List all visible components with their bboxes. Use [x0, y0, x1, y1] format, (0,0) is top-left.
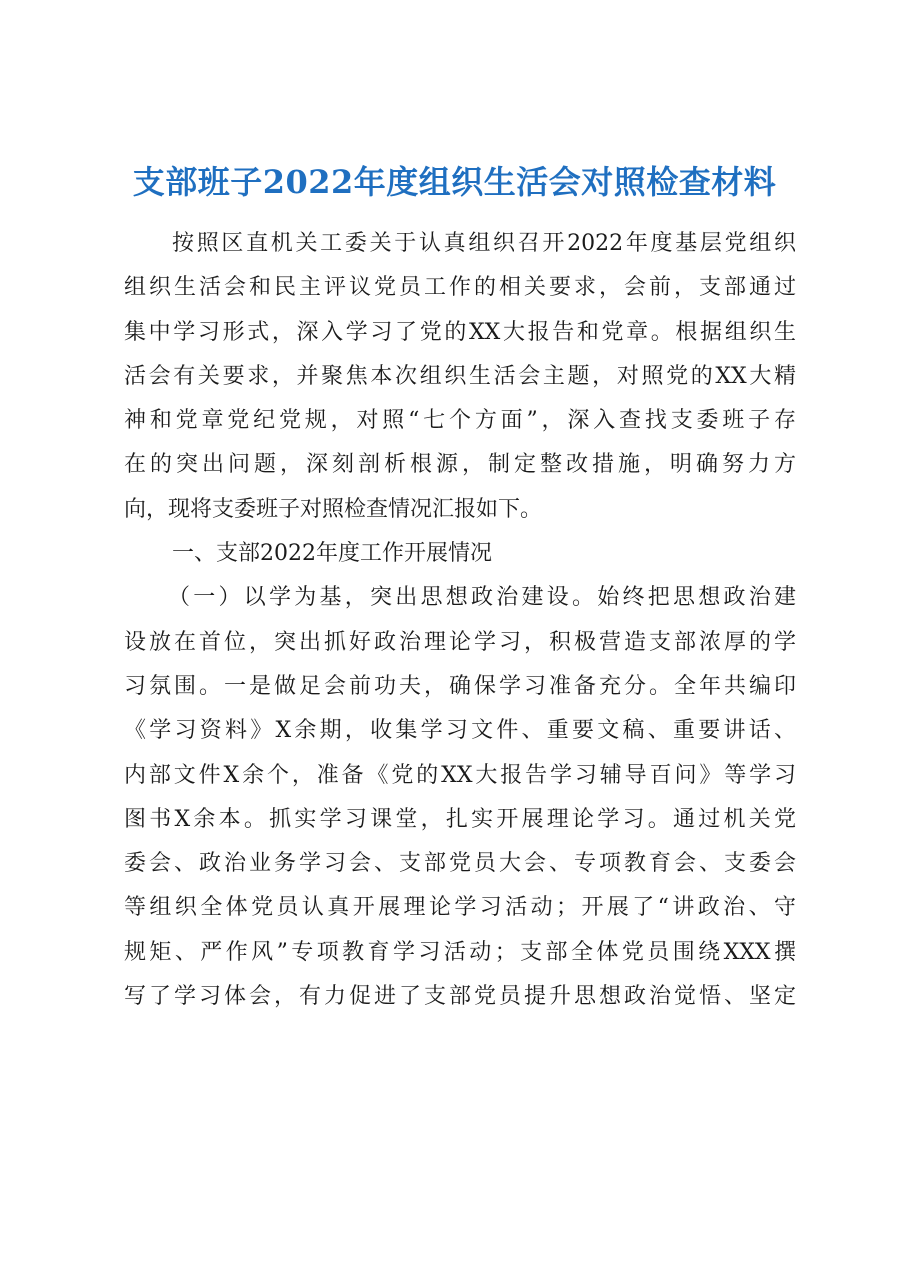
- paragraph-line: 集中学习形式，深入学习了党的XX大报告和党章。根据组织生: [124, 319, 796, 345]
- section-heading: 一、支部2022年度工作开展情况: [172, 541, 492, 567]
- paragraph-line: 习氛围。一是做足会前功夫，确保学习准备充分。全年共编印: [124, 673, 796, 699]
- paragraph-line: 《学习资料》X余期，收集学习文件、重要文稿、重要讲话、: [124, 718, 796, 744]
- paragraph-line: 在的突出问题，深刻剖析根源，制定整改措施，明确努力方: [124, 452, 796, 478]
- paragraph-line: 内部文件X余个，准备《党的XX大报告学习辅导百问》等学习: [124, 762, 796, 788]
- paragraph-line: 委会、政治业务学习会、支部党员大会、专项教育会、支委会: [124, 851, 796, 877]
- document-body: [124, 222, 796, 1019]
- subsection-heading-line: （一）以学为基，突出思想政治建设。始终把思想政治建: [168, 585, 796, 611]
- paragraph-line: 向，现将支委班子对照检查情况汇报如下。: [124, 496, 543, 522]
- paragraph-line: 神和党章党纪党规，对照“七个方面”，深入查找支委班子存: [124, 408, 796, 434]
- paragraph-line: 等组织全体党员认真开展理论学习活动；开展了“讲政治、守: [124, 895, 796, 921]
- paragraph-line: 规矩、严作风”专项教育学习活动；支部全体党员围绕XXX撰: [124, 939, 796, 965]
- paragraph-line: 按照区直机关工委关于认真组织召开2022年度基层党组织: [172, 231, 796, 256]
- paragraph-line: 活会有关要求，并聚焦本次组织生活会主题，对照党的XX大精: [124, 363, 796, 389]
- paragraph-line: 图书X余本。抓实学习课堂，扎实开展理论学习。通过机关党: [124, 806, 796, 832]
- document-title: 支部班子2022年度组织生活会对照检查材料: [132, 163, 777, 201]
- paragraph-line: 设放在首位，突出抓好政治理论学习，积极营造支部浓厚的学: [124, 629, 796, 655]
- paragraph-line: 写了学习体会，有力促进了支部党员提升思想政治觉悟、坚定: [124, 984, 796, 1010]
- paragraph-line: 组织生活会和民主评议党员工作的相关要求，会前，支部通过: [124, 275, 796, 301]
